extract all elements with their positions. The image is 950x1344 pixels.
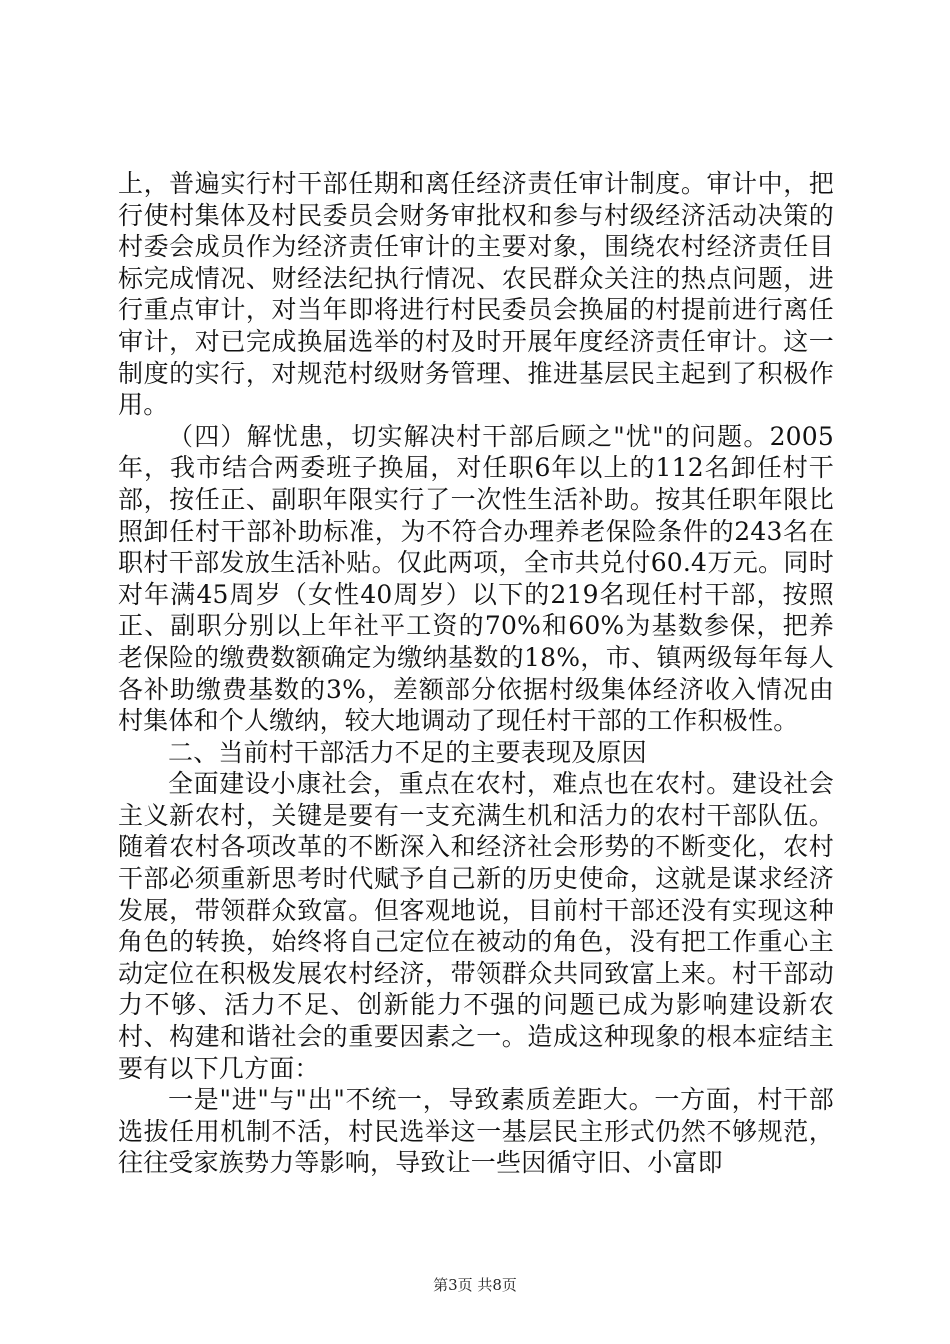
paragraph-audit-continuation: 上，普遍实行村干部任期和离任经济责任审计制度。审计中，把行使村集体及村民委员会财务审批权和参与村级经济活动决策的村委会成员作为经济责任审计的主要对象，围绕农村经济责任目标完成情况、财经法纪执行情况、农民群众关注的热点问题，进行重点审计，对当年即将进行村民委员会换届的村提前进行离任审计，对已完成换届选举的村及时开展年度经济责任审计。这一制度的实行，对规范村级财务管理、推进基层民主起到了积极作用。	[118, 169, 834, 420]
document-body	[118, 168, 834, 1179]
paragraph-section-four: （四）解忧患，切实解决村干部后顾之"忧"的问题。2005年，我市结合两委班子换届，对任职6年以上的112名卸任村干部，按任正、副职年限实行了一次性生活补助。按其任职年限比照卸任村干部补助标准，为不符合办理养老保险条件的243名在职村干部发放生活补贴。仅此两项，全市共兑付60.4万元。同时对年满45周岁（女性40周岁）以下的219名现任村干部，按照正、副职分别以上年社平工资的70%和60%为基数参保，把养老保险的缴费数额确定为缴纳基数的18%，市、镇两级每年每人各补助缴费基数的3%，差额部分依据村级集体经济收入情况由村集体和个人缴纳，较大地调动了现任村干部的工作积极性。	[118, 421, 834, 736]
section-heading-two: 二、当前村干部活力不足的主要表现及原因	[168, 737, 647, 767]
paragraph-point-one: 一是"进"与"出"不统一，导致素质差距大。一方面，村干部选拔任用机制不活，村民选举这一基层民主形式仍然不够规范，往往受家族势力等影响，导致让一些因循守旧、小富即	[118, 1085, 834, 1178]
paragraph-overview: 全面建设小康社会，重点在农村，难点也在农村。建设社会主义新农村，关键是要有一支充满生机和活力的农村干部队伍。随着农村各项改革的不断深入和经济社会形势的不断变化，农村干部必须重新思考时代赋予自己新的历史使命，这就是谋求经济发展，带领群众致富。但客观地说，目前村干部还没有实现这种角色的转换，始终将自己定位在被动的角色，没有把工作重心主动定位在积极发展农村经济，带领群众共同致富上来。村干部动力不够、活力不足、创新能力不强的问题已成为影响建设新农村、构建和谐社会的重要因素之一。造成这种现象的根本症结主要有以下几方面：	[118, 769, 834, 1083]
page-footer: 第3页 共8页	[433, 1276, 517, 1294]
